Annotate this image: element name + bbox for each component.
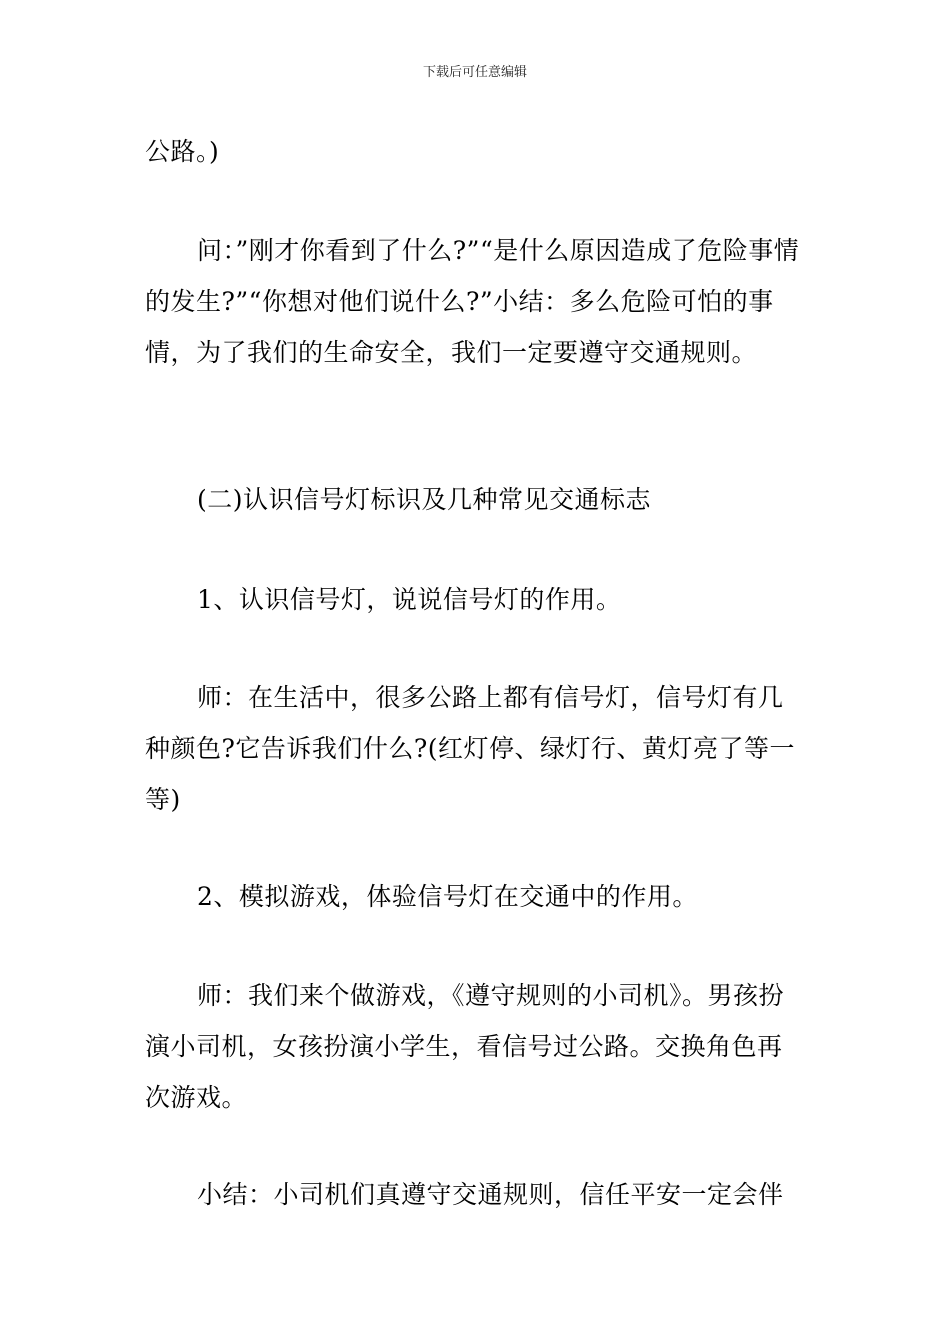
- paragraph-4: 1、认识信号灯，说说信号灯的作用。: [197, 585, 622, 614]
- paragraph-6: 2、模拟游戏，体验信号灯在交通中的作用。: [197, 882, 698, 911]
- paragraph-7: 师：我们来个做游戏，《遵守规则的小司机》。男孩扮演小司机，女孩扮演小学生，看信号过公路。交换角色再次游戏。: [145, 981, 785, 1112]
- page-header: 下载后可任意编辑: [422, 65, 527, 80]
- paragraph-5: 师：在生活中，很多公路上都有信号灯，信号灯有几种颜色?它告诉我们什么?(红灯停、绿灯行、黄灯亮了等一等): [145, 683, 796, 814]
- paragraph-2: 问：”刚才你看到了什么?”“是什么原因造成了危险事情的发生?”“你想对他们说什么?”小结：多么危险可怕的事情，为了我们的生命安全，我们一定要遵守交通规则。: [145, 236, 800, 367]
- paragraph-8: 小结：小司机们真遵守交通规则，信任平安一定会伴: [197, 1180, 784, 1209]
- paragraph-3: (二)认识信号灯标识及几种常见交通标志: [197, 485, 652, 514]
- paragraph-1: 公路。): [145, 137, 220, 166]
